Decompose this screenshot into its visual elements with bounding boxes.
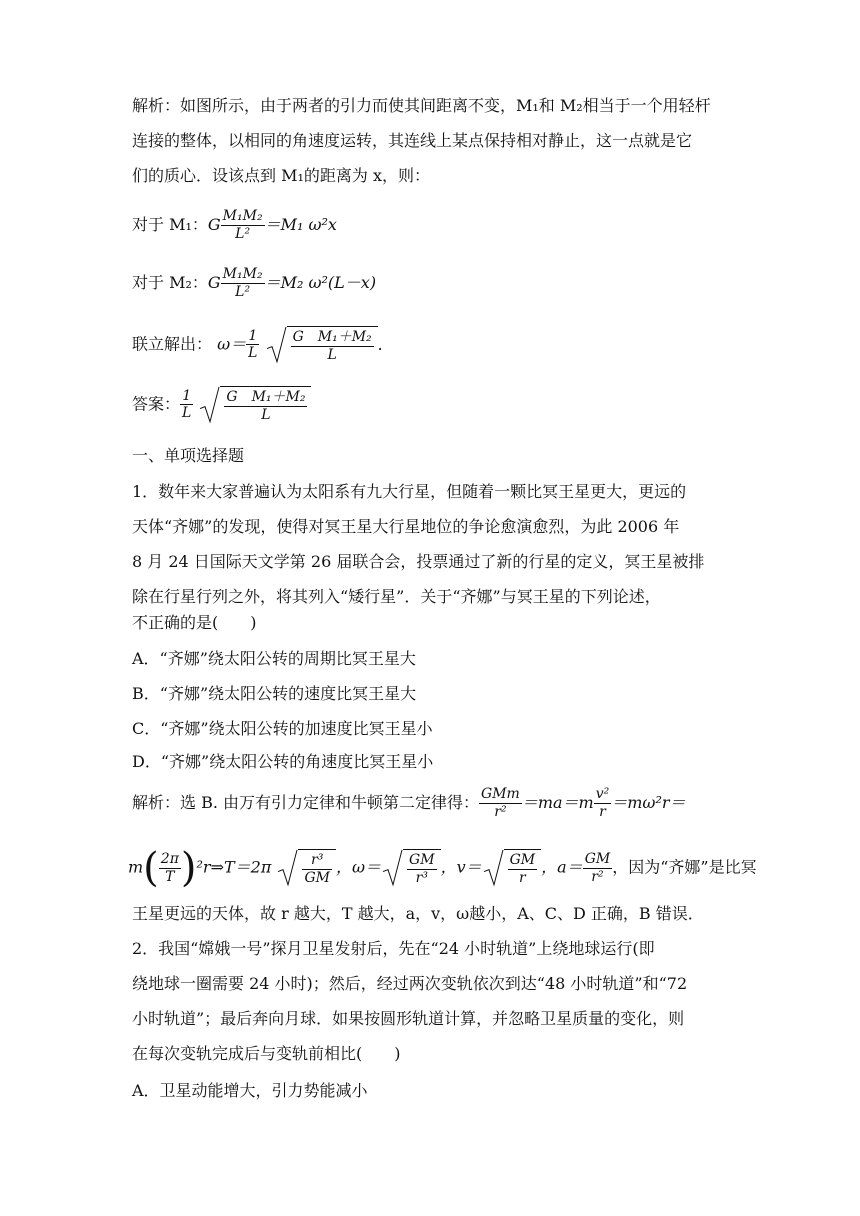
question-1-solution-line-3: 王星更远的天体，故 r 越大，T 越大，a，v，ω越小，A、C、D 正确，B 错误．: [132, 904, 704, 923]
eq3-lhs: ω＝: [217, 334, 247, 354]
answer-radicand-den: L: [261, 406, 271, 423]
q1-sqrt-omega-frac: [407, 852, 437, 887]
eq1-numerator: M₁M₂: [222, 208, 263, 224]
question-1-line-5: 不正确的是( ): [132, 613, 257, 632]
answer-numerator: 1: [180, 388, 193, 406]
q1-sqrt-omega-den: r³: [415, 870, 428, 886]
question-2-line-4: 在每次变轨完成后与变轨前相比( ): [132, 1044, 401, 1063]
q1-frac-a-num: GM: [584, 850, 611, 867]
equation-solution: [132, 326, 394, 364]
q1-frac-gmm-num: GMm: [481, 786, 520, 802]
eq2-numerator: M₁M₂: [222, 266, 263, 282]
answer-fraction: [180, 388, 193, 423]
q1-frac-v2r: [594, 786, 612, 821]
solution-line-1: 解析：如图所示，由于两者的引力而使其间距离不变，M₁和 M₂相当于一个用轻杆: [132, 96, 711, 115]
question-1-line-4: 除在行星行列之外，将其列入“矮行星”．关于“齐娜”与冥王星的下列论述，: [132, 587, 661, 606]
radical-sign-icon: [381, 849, 403, 887]
solution-line-2: 连接的整体，以相同的角速度运转，其连线上某点保持相对静止，这一点就是它: [132, 131, 693, 150]
q1-sqrt-period-den: GM: [304, 870, 330, 886]
question-1-option-c: C．“齐娜”绕太阳公转的加速度比冥王星小: [132, 719, 433, 738]
q1-frac-2pi-t: [159, 851, 181, 886]
question-2-line-1: 2．我国“嫦娥一号”探月卫星发射后，先在“24 小时轨道”上绕地球运行(即: [132, 939, 655, 958]
right-paren-icon: ): [180, 845, 197, 891]
q1-sqrt-period-frac: [302, 852, 332, 887]
q1-frac-gmm: [479, 786, 522, 821]
q1-frac-gmm-den: r²: [494, 803, 507, 820]
solution-line-3: 们的质心．设该点到 M₁的距离为 x，则：: [132, 166, 430, 185]
question-1-option-a: A．“齐娜”绕太阳公转的周期比冥王星大: [132, 649, 416, 668]
q1-frac-v2r-num: v²: [595, 786, 610, 802]
q1-end1: ＝mω²r＝: [611, 792, 686, 812]
q1-after: ²r⇒T＝2π: [196, 857, 272, 877]
eq2-denominator: L²: [235, 283, 251, 300]
q1-sqrt-period-num: r³: [302, 852, 332, 870]
eq1-denominator: L²: [235, 225, 251, 242]
eq3-end: ．: [377, 334, 394, 354]
eq1-rhs: ＝M₁ ω²x: [264, 214, 337, 234]
left-paren-icon: (: [143, 845, 159, 891]
eq2-fraction: [221, 266, 265, 301]
question-2-option-a: A．卫星动能增大，引力势能减小: [132, 1081, 368, 1100]
section-title: 一、单项选择题: [132, 446, 245, 465]
q1-m: m: [128, 857, 144, 877]
question-1-line-3: 8 月 24 日国际天文学第 26 届联合会，投票通过了新的行星的定义，冥王星被排: [132, 552, 705, 571]
q1-sqrt-v-frac: [508, 852, 538, 887]
q1-sqrt-omega-num: GM: [409, 852, 435, 869]
radical-sign-icon: [265, 326, 287, 364]
q1-tail: ，因为“齐娜”是比冥: [612, 857, 757, 877]
question-1-solution-line-2: [128, 845, 757, 891]
eq2-g: G: [207, 272, 221, 292]
q1-frac-a: [583, 851, 613, 886]
q1-sqrt-v-num: GM: [509, 852, 536, 869]
eq1-fraction: [221, 208, 265, 243]
eq3-radicand: [291, 329, 374, 364]
answer-sqrt: [198, 386, 311, 424]
equation-m2: [132, 266, 376, 301]
eq1-label: 对于 M₁：: [132, 214, 208, 234]
eq3-radicand-num: G M₁＋M₂: [292, 329, 372, 345]
eq3-radicand-den: L: [327, 346, 337, 363]
answer-denominator: L: [182, 405, 192, 422]
q1-sqrt-omega: [381, 849, 441, 887]
q1-a: ，a＝: [541, 857, 583, 877]
q1-frac-t-den: T: [165, 868, 175, 885]
eq3-label: 联立解出：: [132, 334, 213, 354]
q1-sqrt-v-den: r: [519, 870, 526, 886]
q1-solution-text: 解析：选 B. 由万有引力定律和牛顿第二定律得：: [132, 792, 480, 812]
q1-frac-2pi-num: 2π: [160, 850, 179, 867]
answer-radicand: [224, 389, 307, 424]
q1-sqrt-v: [482, 849, 542, 887]
radical-sign-icon: [276, 849, 298, 887]
eq3-sqrt: [265, 326, 378, 364]
answer-line: [132, 386, 311, 424]
eq3-numerator: 1: [246, 328, 259, 346]
radical-sign-icon: [482, 849, 504, 887]
q1-v: ，v＝: [440, 857, 482, 877]
eq2-rhs: ＝M₂ ω²(L－x): [264, 272, 377, 292]
question-1-option-b: B．“齐娜”绕太阳公转的速度比冥王星大: [132, 684, 417, 703]
equation-m1: [132, 208, 337, 243]
question-1-line-2: 天体“齐娜”的发现，使得对冥王星大行星地位的争论愈演愈烈，为此 2006 年: [132, 517, 680, 536]
question-2-line-3: 小时轨道”；最后奔向月球．如果按圆形轨道计算，并忽略卫星质量的变化，则: [132, 1009, 685, 1028]
radical-sign-icon: [198, 386, 220, 424]
q1-frac-v2r-den: r: [599, 803, 606, 820]
question-1-solution-line-1: [132, 786, 686, 821]
eq3-denominator: L: [248, 345, 258, 362]
question-2-line-2: 绕地球一圈需要 24 小时)；然后，经过两次变轨依次到达“48 小时轨道”和“72: [132, 974, 688, 993]
eq2-label: 对于 M₂：: [132, 272, 208, 292]
q1-sqrt-period: [276, 849, 336, 887]
question-1-line-1: 1．数年来大家普遍认为太阳系有九大行星，但随着一颗比冥王星更大，更远的: [132, 482, 687, 501]
answer-label: 答案：: [132, 394, 181, 414]
eq1-g: G: [207, 214, 221, 234]
answer-radicand-num: G M₁＋M₂: [226, 389, 306, 405]
q1-frac-a-den: r²: [591, 868, 604, 885]
eq3-fraction: [246, 328, 259, 363]
q1-mid1: ＝ma＝m: [521, 792, 594, 812]
q1-omega: ，ω＝: [335, 857, 382, 877]
question-1-option-d: D．“齐娜”绕太阳公转的角速度比冥王星小: [132, 752, 434, 771]
